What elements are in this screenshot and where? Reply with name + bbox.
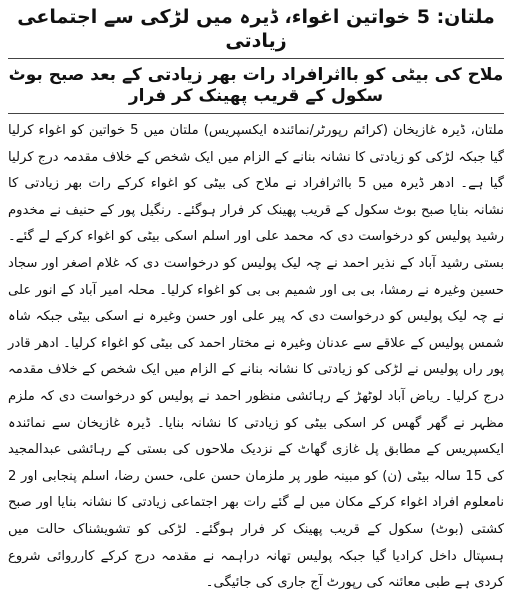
headline-sub: ملاح کی بیٹی کو بااثرافراد رات بھر زیادتی کے بعد صبح بوٹ سکول کے قریب پھینک کر فرار (8, 64, 504, 106)
headline-main: ملتان: 5 خواتین اغواء، ڈیرہ میں لڑکی سے اجتماعی زیادتی (17, 6, 495, 52)
article-body: ملتان، ڈیرہ غازیخان (کرائم رپورٹر/نمائندہ ایکسپریس) ملتان میں 5 خواتین کو اغواء کرلیا گیا جبکہ لڑکی کو زیادتی کا نشانہ بنانے کے الزام میں ایک شخص کے خلاف مقدمہ درج کرلیا گیا ہے۔ ادھر ڈیرہ میں 5 بااثرافراد نے ملاح کی بیٹی کو اغواء کرکے رات بھر زیادتی کا نشانہ بنایا صبح بوٹ سکول کے قریب پھینک کر فرار ہوگئے۔ رنگیل پور کے حنیف نے مخدوم رشید پولیس کو درخواست دی کہ محمد علی اور اسلم اسکی بیٹی کو اغواء کرکے لے گئے۔ بستی رشید آباد کے نذیر احمد نے چہ لیک پولیس کو درخواست دی کہ غلام اصغر اور سجاد حسین وغیرہ نے رمشا، بی بی اور شمیم بی بی کو اغواء کرلیا۔ محلہ امیر آباد کے انور علی نے چہ لیک پولیس کو درخواست دی کہ پیر علی اور حسن وغیرہ نے اسکی بیٹی جبکہ شاہ شمس پولیس کے علاقے سے عدنان وغیرہ نے مختار احمد کی بیٹی کو اغواء کرلیا۔ ادھر قادر پور راں پولیس نے لڑکی کو زیادتی کا نشانہ بنانے کے الزام میں ایک شخص کے خلاف مقدمہ درج کرلیا۔ ریاض آباد لوٹھڑ کے رہائشی منظور احمد نے پولیس کو درخواست دی کہ ملزم مظہر نے گھر گھس کر اسکی بیٹی کو زیادتی کا نشانہ بنایا۔ ڈیرہ غازیخان سے نمائندہ ایکسپریس کے مطابق پل غازی گھاٹ کے نزدیک ملاحوں کی بستی کے رہائشی عبدالمجید کی 15 سالہ بیٹی (ن) کو مبینہ طور پر ملزمان حسن علی، حسن رضا، اسلم پنجابی اور 2 نامعلوم افراد اغواء کرکے مکان میں لے گئے رات بھر اجتماعی زیادتی کا نشانہ بنایا اور صبح کشتی (بوٹ) سکول کے قریب پھینک کر فرار ہوگئے۔ لڑکی کو تشویشناک حالت میں ہسپتال داخل کرادیا گیا جبکہ پولیس تھانہ دراہمہ نے مقدمہ درج کرکے کارروائی شروع کردی ہے طبی معائنہ کی رپورٹ آج جاری کی جائیگی۔ (8, 123, 505, 591)
subhead-divider (8, 113, 504, 114)
